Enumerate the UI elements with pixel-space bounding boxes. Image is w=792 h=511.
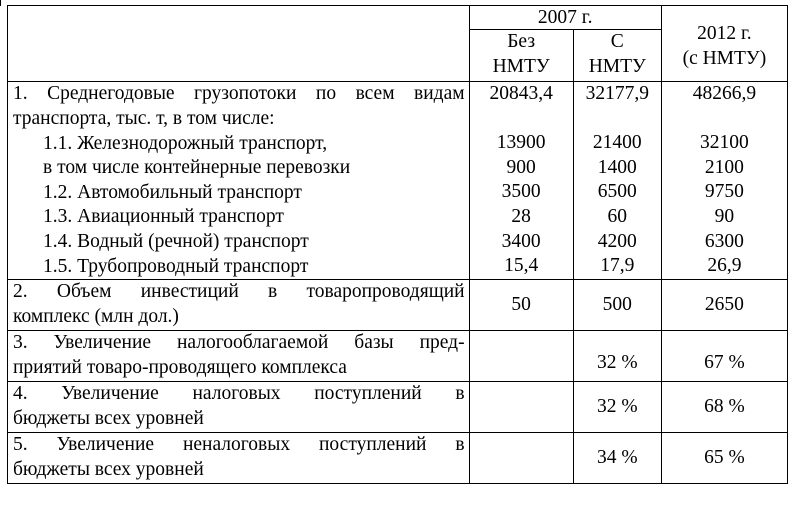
freight-sub-label: в том числе контейнерные перевозки [43, 157, 351, 179]
table-row-tax-revenue [8, 382, 788, 433]
freight-sub-label: 1.3. Авиационный транспорт [43, 206, 284, 228]
freight-value: 21400 [592, 132, 642, 154]
tax-revenue-label-line1: 4. Увеличение налоговых поступлений в [13, 383, 465, 405]
freight-without-cell [469, 82, 573, 280]
freight-value: 26,9 [707, 255, 742, 277]
nontax-revenue-label-line1: 5. Увеличение неналоговых поступлений в [13, 434, 465, 456]
header-without-nmtu [469, 30, 573, 82]
header-without-line1: Без [507, 31, 536, 52]
freight-value: 32100 [700, 132, 749, 154]
tax-revenue-label-line2: бюджеты всех уровней [13, 408, 204, 430]
investment-label-cell [8, 280, 470, 331]
freight-value: 60 [607, 205, 627, 227]
freight-label-cell [8, 82, 470, 280]
freight-sub-label: 1.1. Железнодорожный транспорт, [43, 132, 328, 154]
freight-value: 28 [511, 205, 531, 227]
tax-revenue-label-cell [8, 382, 470, 433]
freight-value: 4200 [597, 230, 637, 252]
tax-base-without [469, 331, 573, 382]
freight-value: 17,9 [600, 255, 635, 277]
freight-value: 48266,9 [692, 83, 757, 104]
tax-revenue-with: 32 % [573, 382, 661, 433]
table-row-freight [8, 82, 788, 280]
data-table [7, 5, 788, 484]
freight-sub-label: 1.4. Водный (речной) транспорт [43, 230, 309, 252]
freight-value: 90 [714, 205, 735, 227]
freight-value: 15,4 [504, 255, 539, 277]
nontax-revenue-without [469, 433, 573, 484]
table-row-tax-base [8, 331, 788, 382]
investment-label-line2: комплекс (млн дол.) [13, 306, 179, 328]
nontax-revenue-with: 34 % [573, 433, 661, 484]
nontax-revenue-label-cell [8, 433, 470, 484]
freight-label-line2: транспорта, тыс. т, в том числе: [13, 108, 275, 129]
tax-base-with: 32 % [573, 331, 661, 382]
header-year-2007: 2007 г. [469, 6, 661, 30]
table-row-investment [8, 280, 788, 331]
freight-2012-cell [661, 82, 787, 280]
freight-value: 900 [506, 156, 536, 178]
freight-value: 1400 [597, 156, 637, 178]
tax-base-label-line1: 3. Увеличение налогооблагаемой базы пред- [13, 332, 465, 354]
tax-revenue-without [469, 382, 573, 433]
freight-label-line1: 1. Среднегодовые грузопотоки по всем видам [13, 83, 465, 104]
freight-value: 9750 [704, 181, 744, 203]
tax-revenue-2012: 68 % [661, 382, 787, 433]
freight-value: 6300 [704, 230, 744, 252]
freight-value: 20843,4 [489, 83, 553, 104]
header-blank-cell [8, 6, 470, 82]
header-2012-line2: (с НМТУ) [682, 47, 767, 69]
freight-value: 6500 [597, 181, 637, 203]
tax-base-label-cell [8, 331, 470, 382]
investment-without: 50 [469, 280, 573, 331]
nontax-revenue-label-line2: бюджеты всех уровней [13, 459, 204, 481]
freight-value: 3500 [501, 181, 541, 203]
table-row-nontax-revenue [8, 433, 788, 484]
investment-with: 500 [573, 280, 661, 331]
freight-value: 2100 [704, 156, 744, 178]
freight-value: 32177,9 [585, 83, 649, 104]
tax-base-label-line2: приятий товаро-проводящего комплекса [13, 357, 347, 379]
header-2012-line1: 2012 г. [697, 22, 752, 44]
nontax-revenue-2012: 65 % [661, 433, 787, 484]
freight-sub-label: 1.5. Трубопроводный транспорт [43, 255, 309, 277]
freight-with-cell [573, 82, 661, 280]
investment-2012: 2650 [661, 280, 787, 331]
page-corner-mark [0, 0, 3, 6]
tax-base-2012: 67 % [661, 331, 787, 382]
header-with-line2: НМТУ [588, 55, 646, 77]
header-with-line1: С [610, 31, 624, 52]
investment-label-line1: 2. Объем инвестиций в товаропроводящий [13, 281, 465, 303]
freight-value: 3400 [501, 230, 541, 252]
freight-value: 13900 [496, 132, 546, 154]
header-without-line2: НМТУ [492, 55, 550, 77]
freight-sub-label: 1.2. Автомобильный транспорт [43, 181, 302, 203]
header-year-2012 [661, 6, 787, 82]
header-with-nmtu [573, 30, 661, 82]
header-row-1 [8, 6, 788, 30]
